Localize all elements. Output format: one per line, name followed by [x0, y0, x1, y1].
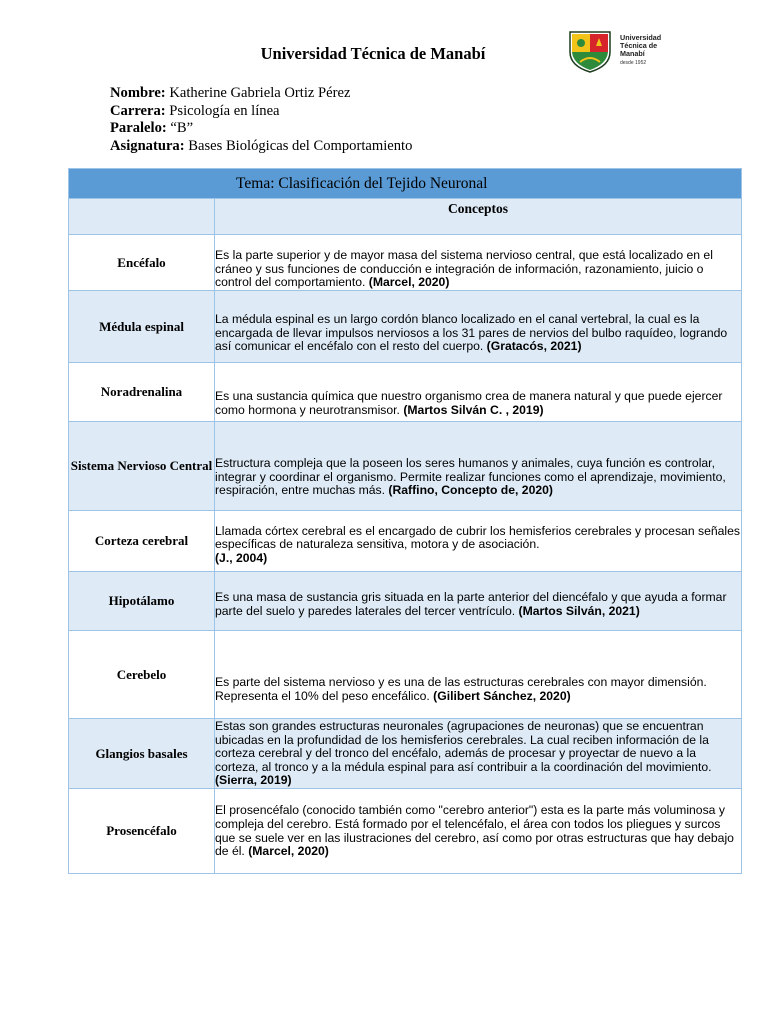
table-row	[69, 422, 742, 511]
section-line: Paralelo: “B”	[110, 120, 194, 136]
university-title: Universidad Técnica de Manabí	[260, 44, 486, 63]
table-header-row	[69, 199, 742, 235]
definition-cell: Llamada córtex cerebral es el encargado de cubrir los hemisferios cerebrales y procesan señales específicas de naturaleza sensitiva, motora y de asociación. (J., 2004)	[215, 511, 742, 572]
university-logo	[566, 28, 676, 74]
name-line: Nombre: Katherine Gabriela Ortiz Pérez	[110, 85, 351, 101]
term-cell: Encéfalo	[69, 235, 215, 291]
definition-cell: Estas son grandes estructuras neuronales (agrupaciones de neuronas) que se encuentran ubicadas en la profundidad de los hemisferios cerebrales. La cual reciben información de la corteza cerebral y del tronco del encéfalo, además de procesar y proyectar de nuevo a la corteza, al tronco y a la médula espinal para así contribuir a la coordinación del movimiento. (Sierra, 2019)	[215, 719, 742, 789]
concepts-table	[68, 168, 742, 874]
table-row	[69, 511, 742, 572]
university-crest-icon	[566, 28, 614, 74]
table-row	[69, 291, 742, 363]
table-title-row	[69, 169, 742, 199]
term-cell: Noradrenalina	[69, 363, 215, 422]
concepts-header: Conceptos	[215, 199, 742, 235]
definition-cell: Es una sustancia química que nuestro organismo crea de manera natural y que puede ejercer como hormona y neurotransmisor. (Martos Silván C. , 2019)	[215, 363, 742, 422]
term-cell: Corteza cerebral	[69, 511, 215, 572]
empty-header-cell	[69, 199, 215, 235]
table-row	[69, 631, 742, 719]
definition-cell: Estructura compleja que la poseen los seres humanos y animales, cuya función es controlar, integrar y coordinar el organismo. Permite realizar funciones como el aprendizaje, movimiento, respiración, entre muchas más. (Raffino, Concepto de, 2020)	[215, 422, 742, 511]
student-info	[110, 85, 412, 155]
definition-cell: Es parte del sistema nervioso y es una de las estructuras cerebrales con mayor dimensión. Representa el 10% del peso encefálico. (Gilibert Sánchez, 2020)	[215, 631, 742, 719]
table-row	[69, 572, 742, 631]
logo-text: Universidad Técnica de Manabí	[620, 33, 662, 58]
term-cell: Glangios basales	[69, 719, 215, 789]
definition-cell: El prosencéfalo (conocido también como "cerebro anterior") esta es la parte más voluminosa y compleja del cerebro. Está formado por el telencéfalo, el área con todos los pliegues y surcos que se suele ver en las ilustraciones del cerebro, así como por otras estructuras que hay debajo de él. (Marcel, 2020)	[215, 789, 742, 874]
term-cell: Cerebelo	[69, 631, 215, 719]
table-title: Tema: Clasificación del Tejido Neuronal	[69, 169, 742, 199]
definition-cell: La médula espinal es un largo cordón blanco localizado en el canal vertebral, la cual es la encargada de llevar impulsos nerviosos a los 31 pares de nervios del bulbo raquídeo, logrando así comunicar el encéfalo con el resto del cuerpo. (Gratacós, 2021)	[215, 291, 742, 363]
table-row	[69, 719, 742, 789]
table-row	[69, 235, 742, 291]
logo-since: desde 1952	[620, 60, 647, 66]
table-row	[69, 789, 742, 874]
term-cell: Sistema Nervioso Central	[69, 422, 215, 511]
career-line: Carrera: Psicología en línea	[110, 102, 280, 119]
term-cell: Prosencéfalo	[69, 789, 215, 874]
term-cell: Hipotálamo	[69, 572, 215, 631]
table-row	[69, 363, 742, 422]
term-cell: Médula espinal	[69, 291, 215, 363]
definition-cell: Es una masa de sustancia gris situada en la parte anterior del diencéfalo y que ayuda a formar parte del suelo y paredes laterales del tercer ventrículo. (Martos Silván, 2021)	[215, 572, 742, 631]
definition-cell: Es la parte superior y de mayor masa del sistema nervioso central, que está localizado en el cráneo y sus funciones de conducción e integración de información, razonamiento, juicio o control del comportamiento. (Marcel, 2020)	[215, 235, 742, 291]
subject-line: Asignatura: Bases Biológicas del Comportamiento	[110, 137, 413, 154]
